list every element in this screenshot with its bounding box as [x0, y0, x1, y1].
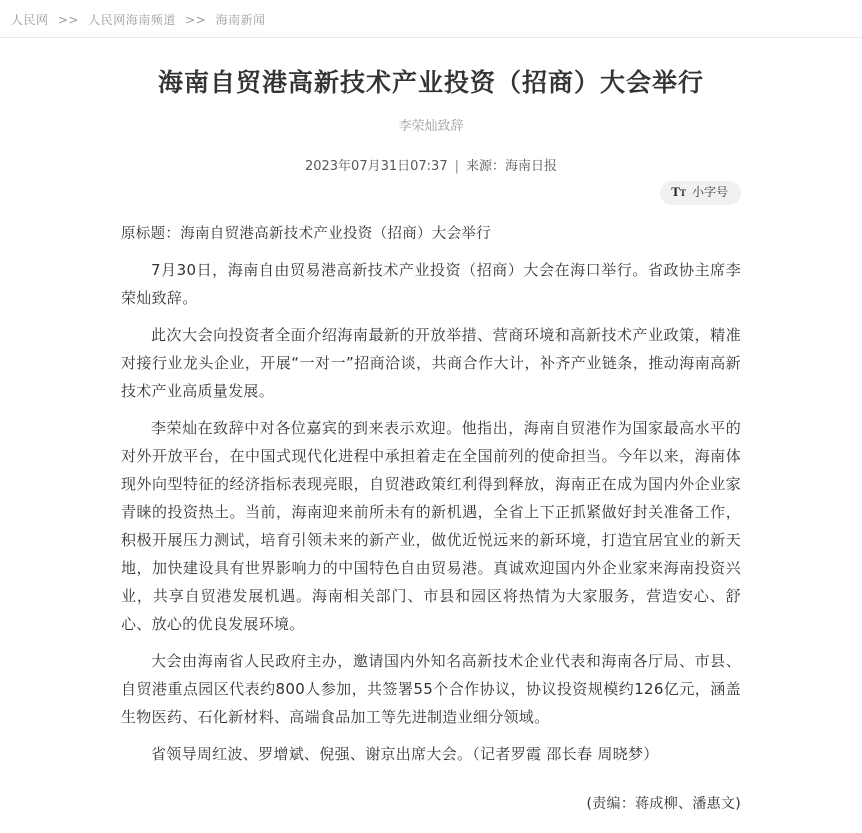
breadcrumb-separator: >> [185, 13, 207, 27]
publish-date: 2023年07月31日07:37 [304, 158, 448, 174]
article-meta [121, 155, 741, 174]
header-divider [0, 37, 862, 38]
article-paragraph-1: 7月30日，海南自由贸易港高新技术产业投资（招商）大会在海口举行。省政协主席李荣灿致辞。 [121, 260, 741, 307]
article-paragraph-4: 大会由海南省人民政府主办，邀请国内外知名高新技术企业代表和海南各厅局、市县、自贸港重点园区代表约800人参加，共签署55个合作协议，协议投资规模约126亿元，涵盖生物医药、石化新材料、高端食品加工等先进制造业细分领域。 [121, 651, 741, 726]
meta-separator: | [454, 158, 459, 174]
editor-note: (责编：蒋成柳、潘惠文) [586, 795, 741, 812]
font-size-icon-small-t: T [679, 188, 686, 198]
font-size-icon-big-t: T [671, 184, 680, 199]
article-paragraph-5: 省领导周红波、罗增斌、倪强、谢京出席大会。（记者罗霞 邵长春 周晓梦） [151, 744, 659, 763]
article-paragraph-2: 此次大会向投资者全面介绍海南最新的开放举措、营商环境和高新技术产业政策，精准对接行业龙头企业，开展“一对一”招商洽谈，共商合作大计，补齐产业链条，推动海南高新技术产业高质量发展。 [121, 325, 741, 400]
article-container [121, 67, 741, 833]
article-toolbar [121, 181, 741, 205]
font-size-button[interactable] [660, 181, 741, 205]
article-body [121, 222, 741, 813]
original-title-line: 原标题：海南自贸港高新技术产业投资（招商）大会举行 [121, 225, 491, 242]
breadcrumb-link-peoples-daily[interactable]: 人民网 [11, 13, 49, 27]
breadcrumb-separator: >> [57, 13, 79, 27]
font-size-icon [671, 183, 686, 202]
article-subtitle: 李荣灿致辞 [398, 118, 464, 134]
breadcrumb [0, 0, 862, 37]
font-size-label: 小字号 [691, 185, 728, 199]
breadcrumb-link-hainan-news[interactable]: 海南新闻 [215, 13, 266, 27]
source-label: 来源： [466, 158, 506, 174]
breadcrumb-link-hainan-channel[interactable]: 人民网海南频道 [88, 13, 176, 27]
article-paragraph-3: 李荣灿在致辞中对各位嘉宾的到来表示欢迎。他指出，海南自贸港作为国家最高水平的对外开放平台，在中国式现代化进程中承担着走在全国前列的使命担当。今年以来，海南体现外向型特征的经济指标表现亮眼，自贸港政策红利得到释放，海南正在成为国内外企业家青睐的投资热土。当前，海南迎来前所未有的新机遇，全省上下正抓紧做好封关准备工作，积极开展压力测试，培育引领未来的新产业，做优近悦远来的新环境，打造宜居宜业的新天地，加快建设具有世界影响力的中国特色自由贸易港。真诚欢迎国内外企业家来海南投资兴业，共享自贸港发展机遇。海南相关部门、市县和园区将热情为大家服务，营造安心、舒心、放心的优良发展环境。 [121, 418, 741, 633]
source-link[interactable]: 海南日报 [505, 158, 558, 174]
page-title: 海南自贸港高新技术产业投资（招商）大会举行 [157, 68, 704, 97]
